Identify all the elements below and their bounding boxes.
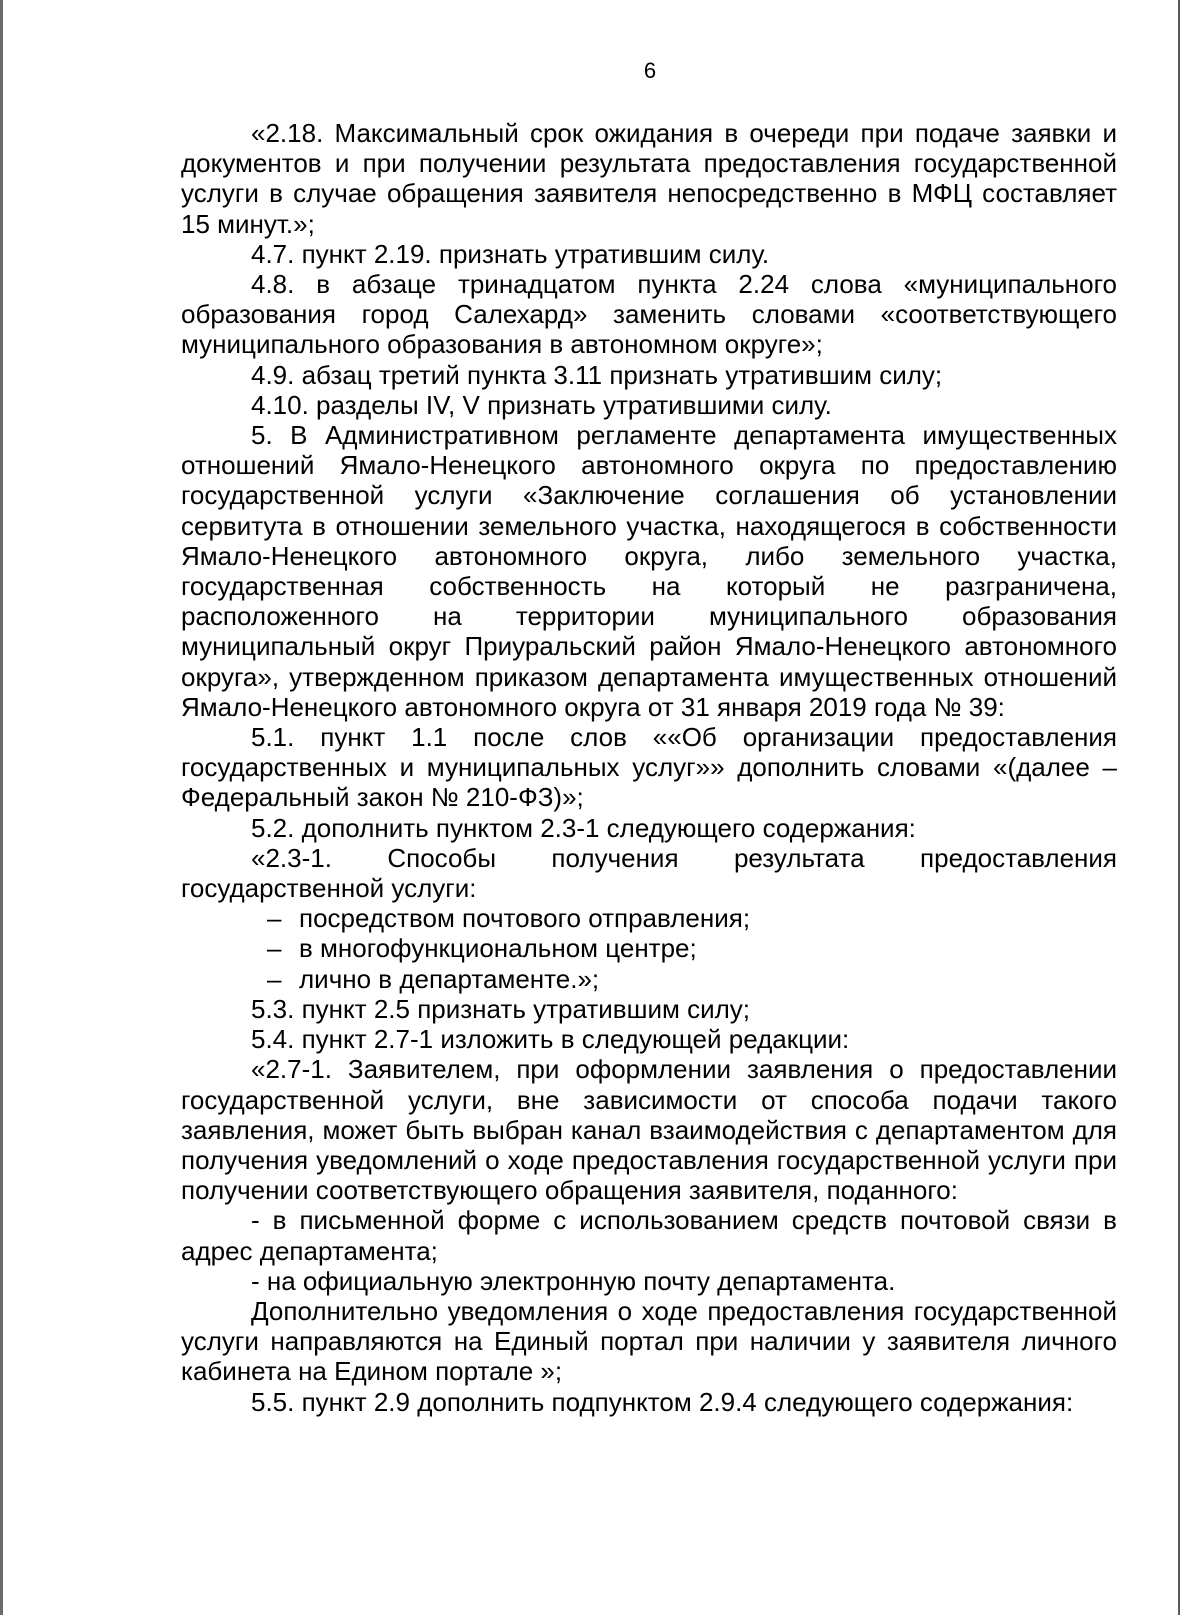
paragraph-2-7-1: «2.7-1. Заявителем, при оформлении заявления о предоставлении государственной услуги, вне зависимости от способа подачи такого заявления, может быть выбран канал взаимодействия с департаментом для получения уведомлений о ходе предоставления государственной услуги при получении соответствующего обращения заявителя, поданного: (181, 1054, 1117, 1206)
paragraph-4-8: 4.8. в абзаце тринадцатом пункта 2.24 слова «муниципального образования город Салехард» заменить словами «соответствующего муниципального образования в автономном округе»; (181, 269, 1117, 360)
dash-marker: – (267, 963, 282, 994)
list-item-text: в многофункциональном центре; (299, 933, 697, 964)
dash-marker: – (267, 903, 282, 934)
paragraph-portal: Дополнительно уведомления о ходе предоставления государственной услуги направляются на Единый портал при наличии у заявителя личного кабинета на Едином портале »; (181, 1295, 1117, 1387)
document-body (181, 118, 1117, 1417)
paragraph-5-5: 5.5. пункт 2.9 дополнить подпунктом 2.9.4 следующего содержания: (251, 1386, 1074, 1417)
paragraph-5: 5. В Административном регламенте департамента имущественных отношений Ямало-Ненецкого автономного округа по предоставлению государственной услуги «Заключение соглашения об установлении сервитута в отношении земельного участка, находящегося в собственности Ямало-Ненецкого автономного округа, либо земельного участка, государственная собственность на который не разграничена, расположенного на территории муниципального образования муниципальный округ Приуральский район Ямало-Ненецкого автономного округа», утвержденном приказом департамента имущественных отношений Ямало-Ненецкого автономного округа от 31 января 2019 года № 39: (181, 420, 1117, 722)
paragraph-2-18: «2.18. Максимальный срок ожидания в очереди при подаче заявки и документов и при получении результата предоставления государственной услуги в случае обращения заявителя непосредственно в МФЦ составляет 15 минут.»; (181, 118, 1117, 239)
paragraph-4-9: 4.9. абзац третий пункта 3.11 признать утратившим силу; (251, 359, 943, 390)
page-number: 6 (643, 58, 657, 83)
list-item (181, 933, 1117, 963)
list-item-text: посредством почтового отправления; (299, 903, 751, 934)
list-item (181, 964, 1117, 994)
paragraph-5-4: 5.4. пункт 2.7-1 изложить в следующей редакции: (251, 1024, 850, 1055)
paragraph-2-3-1: «2.3-1. Способы получения результата предоставления государственной услуги: (181, 842, 1117, 904)
paragraph-5-1: 5.1. пункт 1.1 после слов ««Об организации предоставления государственных и муниципальных услуг»» дополнить словами «(далее – Федеральный закон № 210-ФЗ)»; (181, 722, 1117, 813)
paragraph-5-2: 5.2. дополнить пунктом 2.3-1 следующего содержания: (251, 812, 916, 843)
list-item (181, 903, 1117, 933)
scan-edge-right (1178, 0, 1180, 1615)
paragraph-5-3: 5.3. пункт 2.5 признать утратившим силу; (251, 993, 751, 1024)
paragraph-postal: - в письменной форме с использованием средств почтовой связи в адрес департамента; (181, 1205, 1117, 1266)
dash-marker: – (267, 933, 282, 964)
paragraph-email: - на официальную электронную почту департамента. (251, 1265, 896, 1296)
paragraph-4-7: 4.7. пункт 2.19. признать утратившим силу. (251, 238, 770, 269)
paragraph-4-10: 4.10. разделы IV, V признать утратившими силу. (251, 389, 832, 420)
list-item-text: лично в департаменте.»; (299, 963, 600, 994)
scan-edge-left (0, 0, 3, 1615)
